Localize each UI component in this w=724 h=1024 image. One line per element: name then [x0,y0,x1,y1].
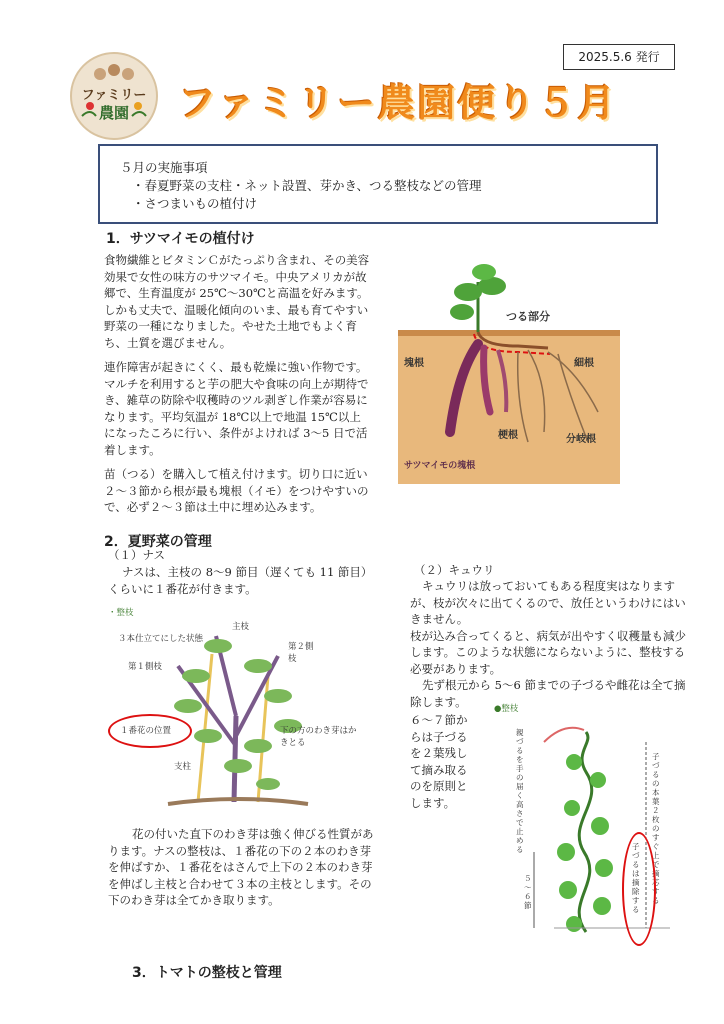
paragraph: 食物繊維とビタミンＣがたっぷり含まれ、その美容効果で女性の味方のサツマイモ。中央アメリカが故郷で、生育温度が 25℃～30℃と高温を好みます。しかも丈夫で、温暖化傾向のいま、最も育てやすい野菜の一種になりました。やせた土地でもよく育ち、土質を選びません。 [104,253,370,350]
cucumber-text [410,578,686,710]
sweet-potato-text [104,252,370,516]
eggplant-figure [108,606,370,814]
label-vine: つる部分 [506,310,550,323]
paragraph: ６～７節からは子づるを２葉残して摘み取るのを原則とします。 [410,713,468,810]
paragraph: キュウリは放っておいてもある程度実はなりますが、枝が次々に出てくるので、放任というわけにはいきません。 [410,579,686,626]
newsletter-title: ファミリー農園便り５月 [178,81,618,125]
label-first-side: 第１側枝 [128,662,163,672]
label-fine-root: 細根 [574,358,594,369]
logo-text-1: ファミリー [81,88,147,103]
eggplant-heading: （１）ナス [108,548,166,562]
cucumber-text-side [410,712,474,811]
label-second-side: 第２側枝 [288,642,314,664]
label-main-branch: 主枝 [232,622,250,632]
paragraph: 花の付いた直下のわき芽は強く伸びる性質があります。ナスの整枝は、１番花の下の２本のわき芽を伸ばすか、１番花をはさんで上下の２本のわき芽を伸ばし主枝と合わせて３本の主枝とします。その下のわき芽は全てかき取ります。 [108,827,374,907]
eggplant-intro [108,564,374,597]
summary-heading: ５月の実施事項 [120,160,208,175]
sweet-potato-figure [398,262,620,484]
section-heading-sweet-potato: 1．サツマイモの植付け [106,231,255,247]
farm-logo [70,52,158,140]
paragraph: ナスは、主枝の 8～9 節目（遅くても 11 節目）くらいに１番花が付きます。 [108,565,373,596]
logo-text-2: 農園 [98,104,129,122]
monthly-summary-box [98,144,658,224]
label-right-note: 子づるの本葉２枚のすぐ上で摘芯する [652,752,660,905]
label-support: 支柱 [174,762,192,772]
label-tuber: 塊根 [404,358,424,369]
cucumber-heading: （２）キュウリ [414,563,495,577]
label-first-flower: １番花の位置 [120,726,172,736]
summary-item: ・春夏野菜の支柱・ネット設置、芽かき、つる整枝などの管理 [132,178,482,193]
label-three-stem: ３本仕立てにした状態 [118,634,204,644]
label-lower-buds: 下の方のわき芽はかきとる [280,726,357,748]
section-heading-summer-veg: 2．夏野菜の管理 [104,534,212,550]
eggplant-body [108,826,374,909]
paragraph: 連作障害が起きにくく、最も乾燥に強い作物です。マルチを利用すると芋の肥大や食味の向上が期待でき、雑草の防除や収穫時のツル剥ぎし作業が容易になります。平均気温が 18℃以上で地温 15℃以上になったころに行い、条件がよければ 3～5 日で活着します。 [104,360,369,457]
label-nodes: ５～６節 [524,874,532,910]
paragraph: 苗（つる）を購入して植え付けます。切り口に近い２～３節から根が最も塊根（イモ）をつけやすいので、必ず２～３節は土中に埋め込みます。 [104,467,369,514]
label-top-note: 親づるを手の届く高さで止める [516,728,524,854]
issue-date: 2025.5.6 発行 [563,44,675,70]
label-remove: 子づるは摘除する [632,842,640,914]
section-heading-tomato: 3．トマトの整枝と管理 [132,965,282,981]
sweet-potato-illustration-icon [398,262,620,484]
paragraph: 先ず根元から 5～6 節までの子づるや雌花は全て摘除します。 [410,678,686,709]
paragraph: 枝が込み合ってくると、病気が出やすく収穫量も減少します。このような状態にならないように、整枝する必要があります。 [410,628,686,676]
label-stalk-root: 梗根 [498,430,518,441]
summary-item: ・さつまいもの植付け [132,196,258,211]
label-branch-root: 分岐根 [566,434,596,445]
cucumber-figure [494,702,670,942]
figure-title: ・整枝 [108,608,134,618]
figure-caption: サツマイモの塊根 [404,461,476,471]
figure-title: ●整枝 [494,704,519,714]
